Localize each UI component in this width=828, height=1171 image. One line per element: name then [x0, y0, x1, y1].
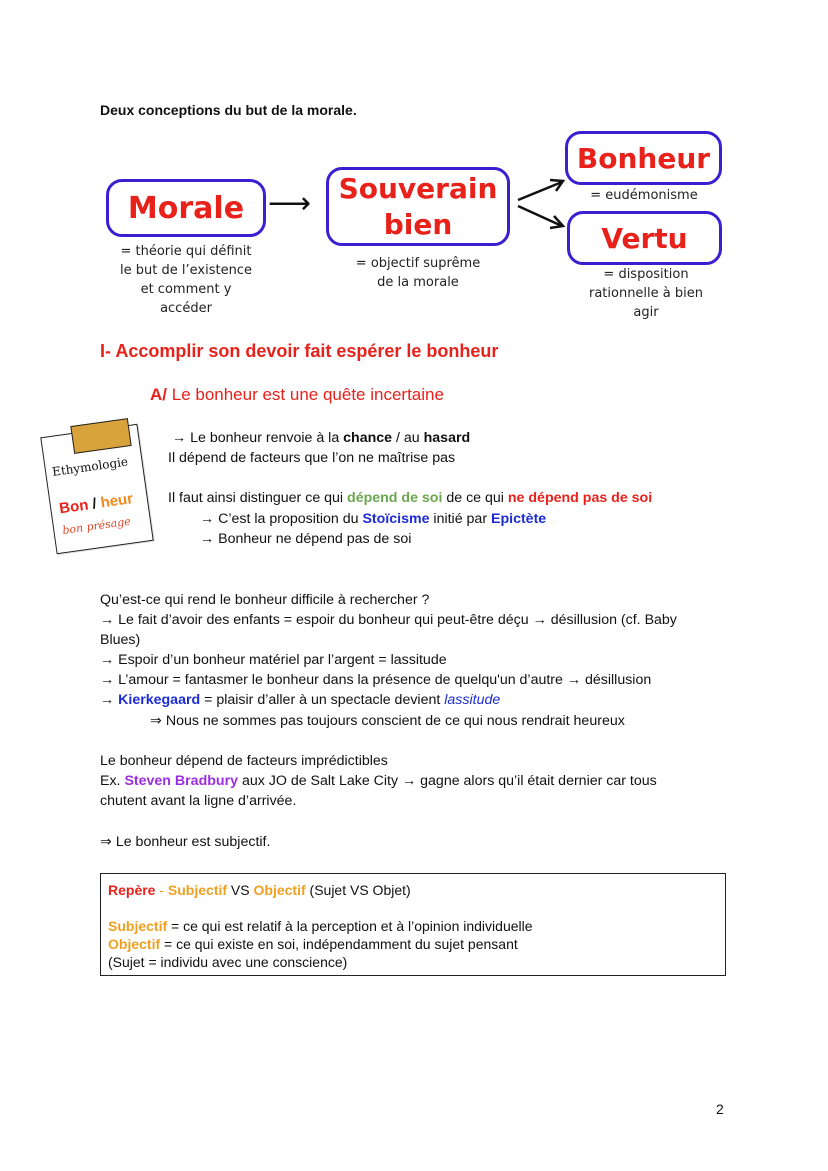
text-span: = ce qui est relatif à la perception et à l’opinion individuelle: [167, 918, 533, 934]
text-span: -: [155, 882, 168, 898]
bonheur-definition: = eudémonisme: [590, 188, 698, 203]
vertu-box: [567, 211, 722, 265]
arrow-right-icon: ⟶: [268, 186, 312, 221]
note-slash: /: [91, 495, 98, 513]
kierkegaard-term: Kierkegaard: [118, 692, 201, 708]
chance-term: chance: [343, 430, 393, 446]
page-number: 2: [716, 1101, 724, 1117]
text-line: → Le fait d’avoir des enfants = espoir du bonheur qui peut-être déçu → désillusion (cf. Baby: [100, 612, 677, 628]
fork-arrows-icon: [512, 176, 572, 232]
text-line: [172, 428, 470, 448]
lassitude-term: lassitude: [444, 692, 501, 708]
ne-depend-pas-term: ne dépend pas de soi: [507, 490, 653, 506]
text-line: [100, 771, 657, 791]
subsection-letter: A/: [150, 385, 167, 404]
bien-label: bien: [383, 207, 453, 241]
text-span: de ce qui: [442, 490, 508, 506]
repere-box: [100, 873, 726, 976]
souverain-def-line: = objectif suprême: [355, 256, 481, 271]
text-line: Il dépend de facteurs que l’on ne maîtrise pas: [168, 450, 456, 466]
bonheur-box: [565, 131, 722, 185]
souverain-def-line: de la morale: [377, 275, 459, 290]
note-heur: heur: [99, 490, 135, 512]
subjectif-term: Subjectif: [108, 918, 168, 934]
souverain-bien-box: [326, 167, 510, 246]
text-line: Le bonheur dépend de facteurs imprédictibles: [100, 753, 388, 769]
question-line: Qu’est-ce qui rend le bonheur difficile à rechercher ?: [100, 592, 430, 608]
objectif-term: Objectif: [253, 882, 306, 898]
subsection-text: Le bonheur est une quête incertaine: [171, 385, 444, 404]
text-span: → Le bonheur renvoie à la: [172, 430, 344, 446]
page-heading: Deux conceptions du but de la morale.: [100, 102, 357, 118]
text-span: = ce qui existe en soi, indépendamment du sujet pensant: [160, 936, 518, 952]
epictete-term: Epictète: [491, 511, 547, 527]
note-title: Ethymologie: [51, 454, 129, 480]
morale-box: [106, 179, 266, 237]
text-line: → L’amour = fantasmer le bonheur dans la présence de quelqu'un d’autre → désillusion: [100, 672, 652, 688]
text-line: [100, 690, 500, 710]
text-line: chutent avant la ligne d’arrivée.: [100, 793, 297, 809]
repere-def-line: [108, 935, 518, 953]
bradbury-term: Steven Bradbury: [124, 773, 238, 789]
text-span: = plaisir d’aller à un spectacle devient: [200, 692, 445, 708]
text-line: ⇒ Nous ne sommes pas toujours conscient de ce qui nous rendrait heureux: [150, 713, 625, 729]
repere-def-line: [108, 917, 533, 935]
text-span: Il faut ainsi distinguer ce qui: [168, 490, 348, 506]
text-span: VS: [227, 882, 254, 898]
morale-def-line: = théorie qui définit: [120, 244, 252, 259]
text-line: → Bonheur ne dépend pas de soi: [200, 531, 412, 547]
objectif-term: Objectif: [108, 936, 161, 952]
depend-de-soi-term: dépend de soi: [347, 490, 443, 506]
hasard-term: hasard: [423, 430, 471, 446]
note-subtitle: bon présage: [61, 514, 132, 538]
repere-label: Repère: [108, 882, 156, 898]
repere-title: [108, 881, 411, 899]
text-span: (Sujet VS Objet): [305, 882, 411, 898]
conclusion-line: ⇒ Le bonheur est subjectif.: [100, 834, 271, 850]
vertu-definition: [566, 265, 726, 322]
text-span: / au: [392, 430, 424, 446]
subjectif-term: Subjectif: [167, 882, 228, 898]
repere-def-line: (Sujet = individu avec une conscience): [108, 954, 348, 970]
text-line: Blues): [100, 632, 141, 648]
vertu-label: Vertu: [601, 221, 688, 255]
morale-definition: [96, 242, 276, 318]
souverain-label: Souverain: [338, 171, 498, 205]
section-title: I- Accomplir son devoir fait espérer le bonheur: [100, 341, 499, 361]
stoicisme-term: Stoïcisme: [362, 511, 430, 527]
text-span: initié par: [429, 511, 491, 527]
vertu-def-line: = disposition: [603, 267, 689, 282]
text-span: aux JO de Salt Lake City → gagne alors qu’il était dernier car tous: [238, 773, 657, 789]
morale-def-line: et comment y: [140, 282, 232, 297]
souverain-definition: [326, 254, 510, 292]
morale-def-line: accéder: [160, 301, 212, 316]
subsection-title: [150, 384, 444, 406]
text-span: →: [100, 692, 119, 708]
bonheur-label: Bonheur: [576, 141, 711, 175]
vertu-def-line: agir: [633, 305, 659, 320]
morale-label: Morale: [127, 190, 245, 226]
note-bon-heur: [58, 490, 134, 517]
morale-def-line: le but de l’existence: [120, 263, 252, 278]
text-line: [200, 509, 546, 529]
note-bon: Bon: [58, 496, 90, 518]
vertu-def-line: rationnelle à bien: [588, 286, 703, 301]
text-line: → Espoir d’un bonheur matériel par l’argent = lassitude: [100, 652, 447, 668]
text-span: Ex.: [100, 773, 125, 789]
text-line: [168, 488, 652, 508]
text-span: → C’est la proposition du: [200, 511, 363, 527]
